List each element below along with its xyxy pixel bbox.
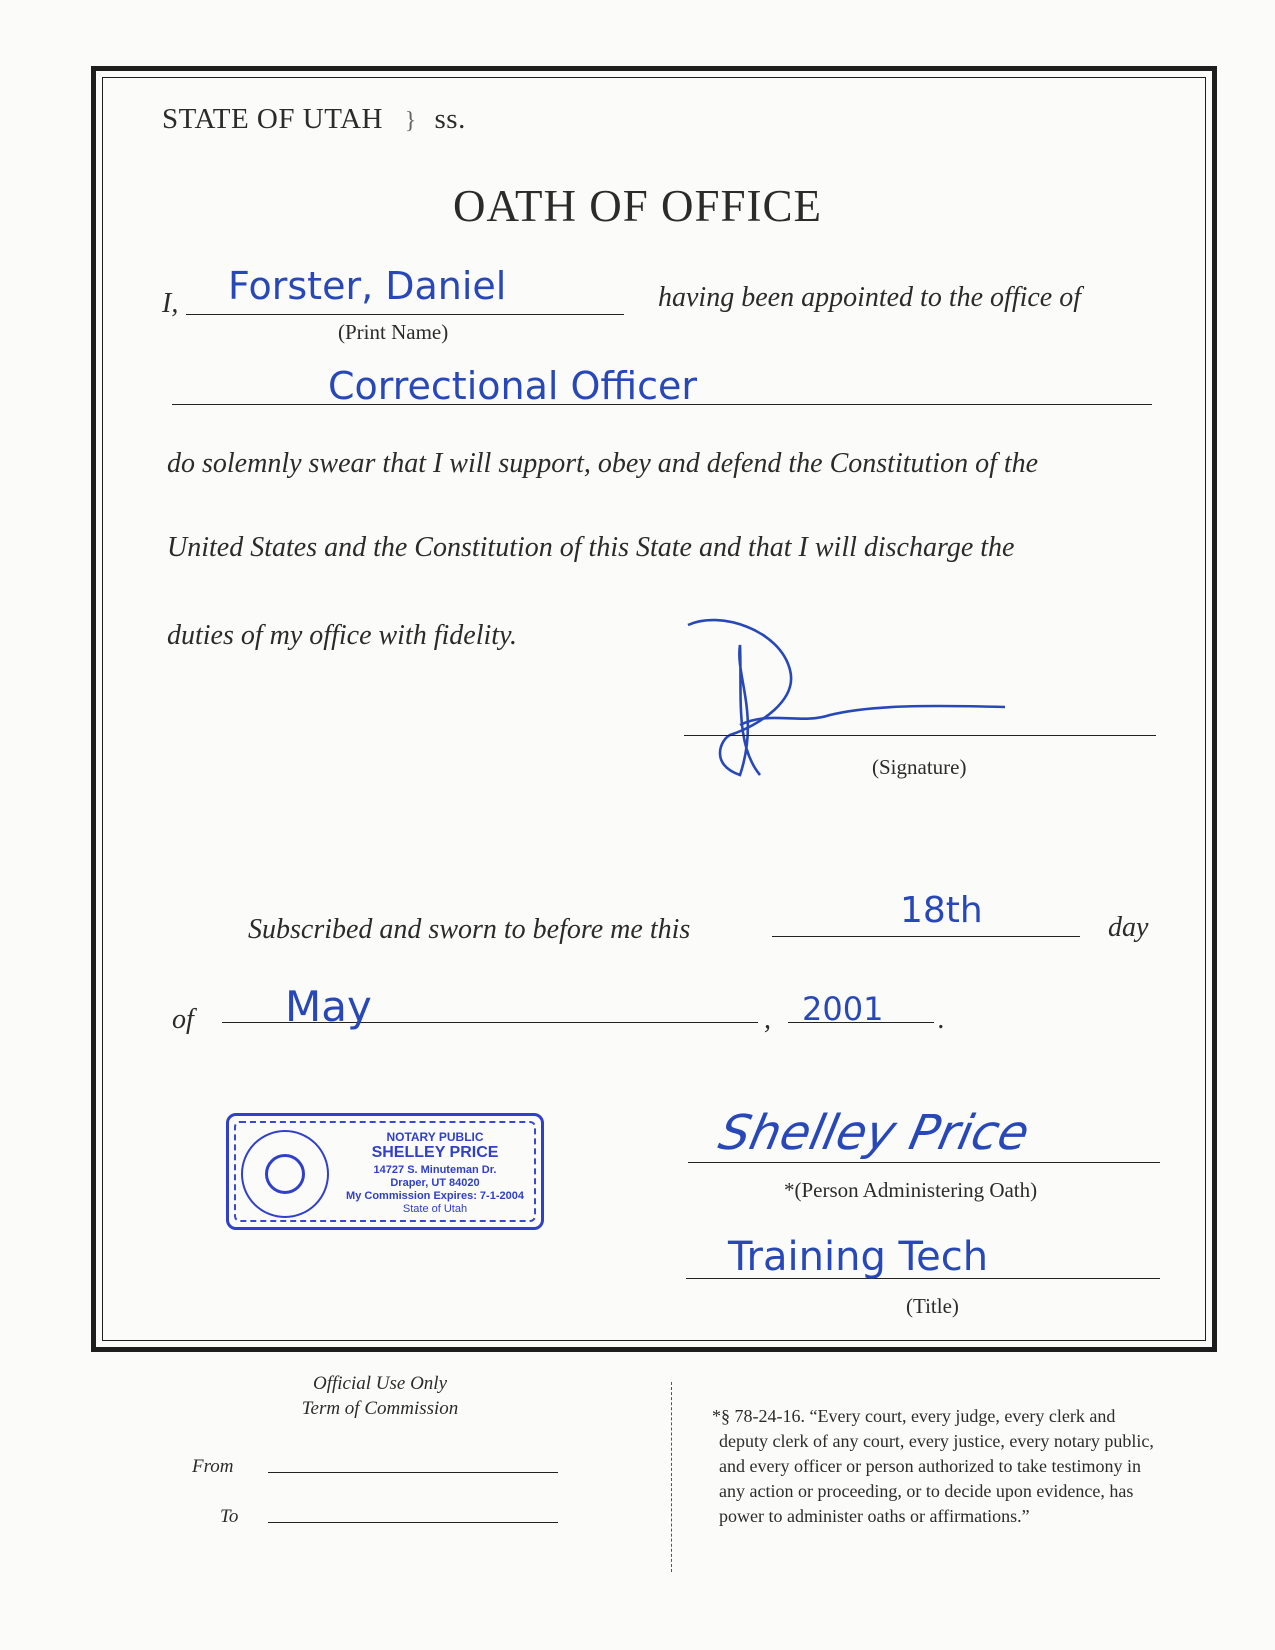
signature-caption: (Signature) bbox=[872, 755, 967, 779]
signature-line bbox=[684, 735, 1156, 736]
to-line[interactable] bbox=[268, 1522, 558, 1523]
statute-line-1: *§ 78-24-16. “Every court, every judge, every clerk and bbox=[712, 1406, 1116, 1426]
state-name: STATE OF UTAH bbox=[162, 103, 383, 135]
statute-line-2: deputy clerk of any court, every justice, every notary public, bbox=[719, 1431, 1154, 1451]
state-heading bbox=[162, 103, 466, 136]
name-caption: (Print Name) bbox=[338, 320, 449, 344]
oath-line-2: United States and the Constitution of this State and that I will discharge the bbox=[167, 532, 1015, 563]
to-label: To bbox=[220, 1506, 239, 1527]
stamp-line-2: SHELLEY PRICE bbox=[371, 1144, 499, 1161]
page-title: OATH OF OFFICE bbox=[452, 181, 823, 231]
day-line bbox=[772, 936, 1080, 937]
name-line bbox=[186, 314, 624, 315]
i-label: I, bbox=[162, 288, 179, 319]
month-value[interactable]: May bbox=[285, 982, 372, 1031]
day-label: day bbox=[1108, 912, 1149, 943]
brace-glyph: } bbox=[404, 108, 417, 134]
stamp-line-1: NOTARY PUBLIC bbox=[386, 1130, 484, 1144]
period-glyph: . bbox=[938, 1004, 945, 1035]
stamp-line-6: State of Utah bbox=[402, 1203, 468, 1215]
signature-mark bbox=[680, 615, 1020, 795]
stamp-line-3: 14727 S. Minuteman Dr. bbox=[373, 1164, 497, 1176]
administrator-signature[interactable]: Shelley Price bbox=[714, 1105, 1035, 1161]
administrator-signature-line bbox=[688, 1162, 1160, 1163]
notary-stamp bbox=[226, 1113, 544, 1230]
from-label: From bbox=[192, 1456, 234, 1477]
comma-glyph: , bbox=[764, 1004, 771, 1035]
stamp-line-4: Draper, UT 84020 bbox=[390, 1177, 480, 1189]
notary-seal-icon bbox=[241, 1130, 329, 1218]
name-value[interactable]: Forster, Daniel bbox=[228, 264, 507, 308]
year-value[interactable]: 2001 bbox=[802, 990, 884, 1028]
statute-line-5: power to administer oaths or affirmations.” bbox=[719, 1506, 1030, 1526]
of-label: of bbox=[172, 1004, 194, 1035]
stamp-line-5: My Commission Expires: 7-1-2004 bbox=[346, 1190, 524, 1202]
office-value[interactable]: Correctional Officer bbox=[328, 364, 698, 408]
oath-line-3: duties of my office with fidelity. bbox=[167, 620, 517, 651]
statute-line-3: and every officer or person authorized to take testimony in bbox=[719, 1456, 1142, 1476]
title-caption: (Title) bbox=[906, 1294, 959, 1318]
administrator-caption: *(Person Administering Oath) bbox=[784, 1178, 1038, 1202]
official-use-heading: Official Use Only bbox=[312, 1373, 448, 1394]
statute-line-4: any action or proceeding, or to decide upon evidence, has bbox=[719, 1481, 1134, 1501]
title-value[interactable]: Training Tech bbox=[728, 1234, 989, 1280]
from-line[interactable] bbox=[268, 1472, 558, 1473]
footer-divider bbox=[671, 1382, 672, 1572]
appointed-text: having been appointed to the office of bbox=[658, 282, 1082, 313]
term-heading: Term of Commission bbox=[301, 1398, 459, 1419]
day-value[interactable]: 18th bbox=[900, 890, 983, 931]
oath-line-1: do solemnly swear that I will support, obey and defend the Constitution of the bbox=[167, 448, 1039, 479]
subscribed-text: Subscribed and sworn to before me this bbox=[248, 914, 691, 945]
ss-label: ss. bbox=[434, 103, 466, 135]
